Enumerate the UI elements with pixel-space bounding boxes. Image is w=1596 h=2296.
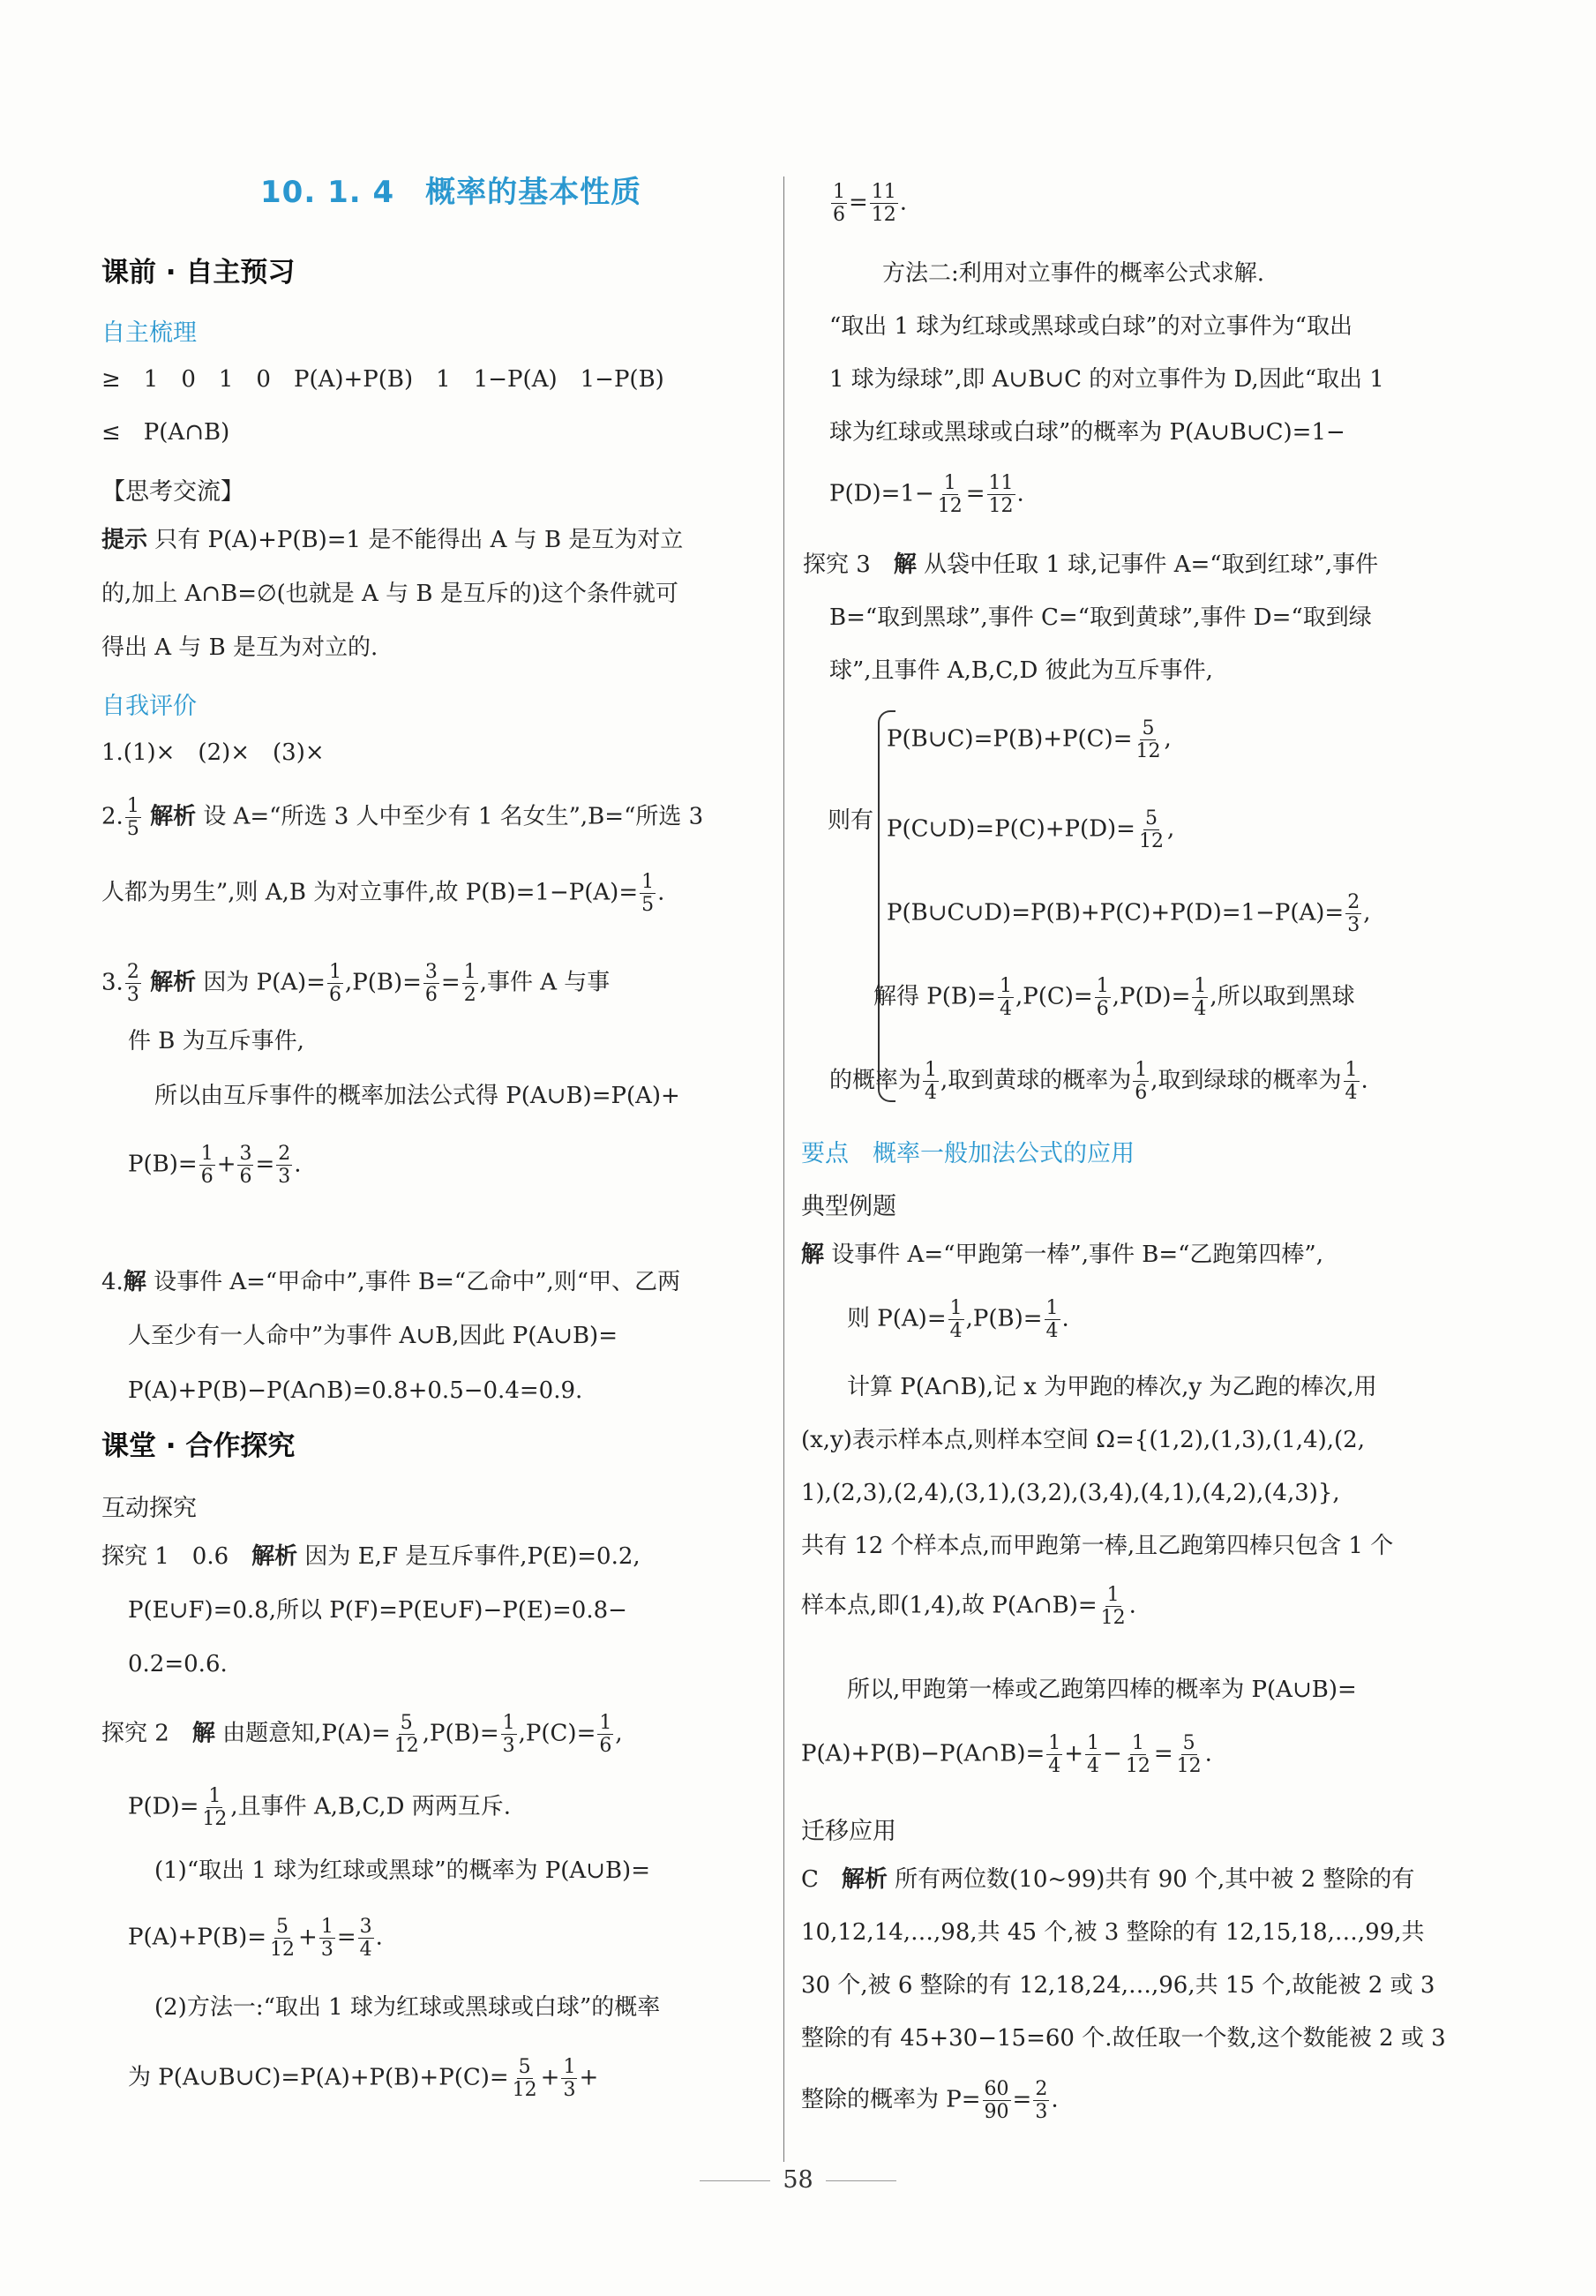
fraction: $\frac{11}{12}$ <box>871 181 896 226</box>
plus: + <box>579 2064 599 2091</box>
continued-fraction-line: $\frac{1}{6}$ = $\frac{11}{12}$ . <box>833 181 908 226</box>
fraction: $\frac{1}{4}$ <box>1345 1059 1358 1104</box>
example-line-9: P(A)+P(B)−P(A∩B)= $\frac{1}{4}$ + $\frac{1}{4}$ − $\frac{1}{12}$ = $\frac{5}{12}$ . <box>801 1732 1212 1777</box>
key-point-heading: 要点 概率一般加法公式的应用 <box>801 1140 1135 1167</box>
explore-1-label: 探究 1 0.6 <box>101 1543 252 1570</box>
equation-2: P(C∪D)=P(C)+P(D)= $\frac{5}{12}$ , <box>887 807 1175 852</box>
q2-num: 2. <box>101 803 124 830</box>
text: ,取到绿球的概率为 <box>1150 1067 1342 1094</box>
answer-3-line-1 <box>101 961 610 1006</box>
explore-2-line-1: 探究 2 解 由题意知,P(A)= $\frac{5}{12}$ ,P(B)= $\frac{1}{3}$ ,P(C)= $\frac{1}{6}$ , <box>101 1712 623 1757</box>
fraction: $\frac{1}{2}$ <box>463 961 476 1006</box>
plus: + <box>1064 1740 1084 1767</box>
fraction: $\frac{1}{4}$ <box>949 1297 963 1342</box>
then-label: 则有 <box>828 807 874 834</box>
q2-answer-fraction: $\frac{1}{5}$ <box>126 795 139 840</box>
fraction: $\frac{5}{12}$ <box>1176 1732 1202 1777</box>
answer-4-line-3: P(A)+P(B)−P(A∩B)=0.8+0.5−0.4=0.9. <box>128 1377 583 1404</box>
fraction: $\frac{1}{6}$ <box>833 181 845 226</box>
answer-4-line-1 <box>101 1269 680 1295</box>
fraction: $\frac{1}{4}$ <box>925 1059 938 1104</box>
fraction: $\frac{1}{3}$ <box>563 2056 576 2101</box>
explore-2-line-3: (1)“取出 1 球为红球或黑球”的概率为 P(A∪B)= <box>154 1857 650 1884</box>
analysis-label: 解析 <box>150 803 197 830</box>
example-line-4: (x,y)表示样本点,则样本空间 Ω={(1,2),(1,3),(1,4),(2, <box>801 1427 1365 1453</box>
typical-example-heading: 典型例题 <box>801 1193 896 1220</box>
q4-num: 4. <box>101 1269 124 1295</box>
text: ,且事件 A,B,C,D 两两互斥. <box>230 1793 511 1820</box>
method-two-line-4: P(D)=1− $\frac{1}{12}$ = $\frac{11}{12}$ . <box>829 472 1024 517</box>
explore-2-line-6 <box>128 2056 598 2101</box>
explore-2-line-2 <box>128 1785 511 1830</box>
fraction: $\frac{5}{12}$ <box>270 1916 296 1961</box>
page-number: 58 <box>783 2166 813 2194</box>
footer-ornament-right <box>826 2180 896 2181</box>
answer-2-line-1 <box>101 795 703 840</box>
text: 解得 P(B)= <box>873 983 996 1010</box>
solution-label: 解 <box>801 1242 825 1268</box>
q2-text-2: 人都为男生”,则 A,B 为对立事件,故 P(B)=1−P(A)= <box>101 879 639 906</box>
text: 的概率为 <box>829 1067 922 1094</box>
text: P(C∪D)=P(C)+P(D)= <box>887 815 1135 843</box>
hint-line-2: 的,加上 A∩B=∅(也就是 A 与 B 是互斥的)这个条件就可 <box>101 581 678 607</box>
solution-label: 解 <box>893 551 917 578</box>
text: P(B∪C∪D)=P(B)+P(C)+P(D)=1−P(A)= <box>887 899 1345 927</box>
text: 则 P(A)= <box>847 1305 947 1332</box>
subheading-self-eval: 自我评价 <box>101 693 197 720</box>
fraction: $\frac{1}{6}$ <box>1096 975 1109 1020</box>
transfer-line-2: 10,12,14,…,98,共 45 个,被 3 整除的有 12,15,18,…,99,共 <box>801 1919 1425 1946</box>
fraction: $\frac{11}{12}$ <box>988 472 1014 517</box>
text: 从袋中任取 1 球,记事件 A=“取到红球”,事件 <box>916 551 1379 578</box>
example-line-5: 1),(2,3),(2,4),(3,1),(3,2),(3,4),(4,1),(4,2),(4,3)}, <box>801 1480 1340 1506</box>
fraction: $\frac{3}{6}$ <box>424 961 438 1006</box>
fraction: $\frac{1}{6}$ <box>200 1143 214 1188</box>
equation-3: P(B∪C∪D)=P(B)+P(C)+P(D)=1−P(A)= $\frac{2}{3}$ , <box>887 891 1371 936</box>
discussion-label: 【思考交流】 <box>101 478 244 506</box>
equals: = <box>1153 1740 1173 1767</box>
text: 整除的概率为 P= <box>801 2086 981 2113</box>
text: 所有两位数(10~99)共有 90 个,其中被 2 整除的有 <box>887 1866 1415 1893</box>
fraction: $\frac{1}{12}$ <box>1100 1584 1126 1629</box>
text: ,P(B)= <box>422 1720 499 1747</box>
blank-answers-2: ≤ P(A∩B) <box>101 419 230 446</box>
equals: = <box>440 969 461 996</box>
explore-1-line-1 <box>101 1543 641 1570</box>
explore-3-line-1 <box>803 551 1378 578</box>
fraction: $\frac{1}{12}$ <box>937 472 963 517</box>
fraction: $\frac{1}{4}$ <box>1045 1297 1059 1342</box>
text: P(A)+P(B)= <box>128 1924 267 1951</box>
heading-classroom: 课堂 · 合作探究 <box>101 1430 296 1462</box>
equals: = <box>336 1924 356 1951</box>
q2-text: 设 A=“所选 3 人中至少有 1 名女生”,B=“所选 3 <box>196 803 704 830</box>
answer-3-line-2: 件 B 为互斥事件, <box>128 1028 304 1054</box>
q3-text: 因为 P(A)= <box>196 969 326 996</box>
example-line-1 <box>801 1242 1323 1268</box>
fraction: $\frac{1}{4}$ <box>1087 1732 1100 1777</box>
plus: + <box>540 2064 560 2091</box>
minus: − <box>1103 1740 1122 1767</box>
explore-2-line-5: (2)方法一:“取出 1 球为红球或黑球或白球”的概率 <box>154 1994 661 2021</box>
q3-answer-fraction: $\frac{2}{3}$ <box>126 961 139 1006</box>
section-title: 10. 1. 4 概率的基本性质 <box>260 175 642 210</box>
answer: C <box>801 1866 842 1893</box>
example-line-8: 所以,甲跑第一棒或乙跑第四棒的概率为 P(A∪B)= <box>847 1677 1357 1703</box>
transfer-line-4: 整除的有 45+30−15=60 个.故任取一个数,这个数能被 2 或 3 <box>801 2025 1446 2052</box>
blank-answers-1: ≥ 1 0 1 0 P(A)+P(B) 1 1−P(A) 1−P(B) <box>101 366 664 393</box>
text: P(B∪C)=P(B)+P(C)= <box>887 725 1133 753</box>
method-two-line-1: “取出 1 球为红球或黑球或白球”的对立事件为“取出 <box>829 313 1352 340</box>
fraction: $\frac{2}{3}$ <box>1035 2078 1048 2123</box>
equals: = <box>1012 2086 1032 2113</box>
text: ,P(C)= <box>518 1720 596 1747</box>
explore-3-line-3: 球”,且事件 A,B,C,D 彼此为互斥事件, <box>829 657 1213 684</box>
explore-2-label: 探究 2 <box>101 1720 192 1747</box>
q2-fraction: $\frac{1}{5}$ <box>641 871 655 916</box>
fraction: $\frac{5}{12}$ <box>393 1712 419 1757</box>
example-line-7: 样本点,即(1,4),故 P(A∩B)= $\frac{1}{12}$ . <box>801 1584 1136 1629</box>
hint-text: 只有 P(A)+P(B)=1 是不能得出 A 与 B 是互为对立 <box>147 527 684 553</box>
fraction: $\frac{1}{3}$ <box>320 1916 333 1961</box>
explore-3-line-2: B=“取到黑球”,事件 C=“取到黄球”,事件 D=“取到绿 <box>829 604 1372 631</box>
q3-num: 3. <box>101 969 124 996</box>
fraction: $\frac{5}{12}$ <box>1138 807 1164 852</box>
text: P(D)=1− <box>829 480 934 507</box>
analysis-label: 解析 <box>841 1866 888 1893</box>
q4-text: 设事件 A=“甲命中”,事件 B=“乙命中”,则“甲、乙两 <box>146 1269 681 1295</box>
answer-1: 1.(1)× (2)× (3)× <box>101 739 325 766</box>
equals: = <box>965 480 985 507</box>
analysis-label: 解析 <box>251 1543 298 1570</box>
q3-text: ,事件 A 与事 <box>479 969 611 996</box>
fraction: $\frac{2}{3}$ <box>1347 891 1360 936</box>
page-footer <box>0 2166 1596 2194</box>
subheading-interactive: 互动探究 <box>101 1495 197 1522</box>
text: ,P(D)= <box>1112 983 1191 1010</box>
method-two-line-2: 1 球为绿球”,即 A∪B∪C 的对立事件为 D,因此“取出 1 <box>829 366 1384 393</box>
column-divider <box>783 176 784 2162</box>
text: P(B)= <box>128 1151 198 1178</box>
text: ,取到黄球的概率为 <box>940 1067 1132 1094</box>
solution-label: 解 <box>191 1720 215 1747</box>
hint-line-3: 得出 A 与 B 是互为对立的. <box>101 634 378 661</box>
example-line-3: 计算 P(A∩B),记 x 为甲跑的棒次,y 为乙跑的棒次,用 <box>847 1374 1377 1400</box>
text: ,P(B)= <box>965 1305 1043 1332</box>
subheading-summary: 自主梳理 <box>101 319 197 347</box>
fraction: $\frac{1}{3}$ <box>502 1712 515 1757</box>
plus: + <box>216 1151 236 1178</box>
transfer-line-5: 整除的概率为 P= $\frac{60}{90}$ = $\frac{2}{3}$ . <box>801 2078 1059 2123</box>
fraction: $\frac{5}{12}$ <box>1135 717 1161 762</box>
answer-3-line-3: 所以由互斥事件的概率加法公式得 P(A∪B)=P(A)+ <box>154 1083 680 1109</box>
fraction: $\frac{1}{6}$ <box>599 1712 612 1757</box>
fraction: $\frac{1}{4}$ <box>1048 1732 1061 1777</box>
text: 因为 E,F 是互斥事件,P(E)=0.2, <box>297 1543 641 1570</box>
text: P(A)+P(B)−P(A∩B)= <box>801 1740 1045 1767</box>
fraction: $\frac{1}{12}$ <box>202 1785 228 1830</box>
heading-preview: 课前 · 自主预习 <box>101 257 296 289</box>
fraction: $\frac{5}{12}$ <box>512 2056 537 2101</box>
plus: + <box>298 1924 318 1951</box>
transfer-line-1 <box>801 1866 1414 1893</box>
method-two-line-3: 球为红球或黑球或白球”的概率为 P(A∪B∪C)=1− <box>829 419 1345 446</box>
text: ,所以取到黑球 <box>1210 983 1355 1010</box>
footer-ornament-left <box>700 2180 770 2181</box>
fraction: $\frac{1}{4}$ <box>1194 975 1207 1020</box>
equals: = <box>255 1151 275 1178</box>
method-two: 方法二:利用对立事件的概率公式求解. <box>882 260 1265 287</box>
fraction: $\frac{1}{6}$ <box>1135 1059 1148 1104</box>
equals: = <box>849 189 868 216</box>
fraction: $\frac{2}{3}$ <box>278 1143 291 1188</box>
example-line-2: 则 P(A)= $\frac{1}{4}$ ,P(B)= $\frac{1}{4}$ . <box>847 1297 1069 1342</box>
text: P(D)= <box>128 1793 199 1820</box>
text: 样本点,即(1,4),故 P(A∩B)= <box>801 1592 1098 1619</box>
example-line-6: 共有 12 个样本点,而甲跑第一棒,且乙跑第四棒只包含 1 个 <box>801 1533 1394 1559</box>
hint-line-1 <box>101 527 683 553</box>
text: 设事件 A=“甲跑第一棒”,事件 B=“乙跑第四棒”, <box>824 1242 1323 1268</box>
transfer-line-3: 30 个,被 6 整除的有 12,18,24,…,96,共 15 个,故能被 2 或 3 <box>801 1972 1435 1999</box>
explore-2-line-4: P(A)+P(B)= $\frac{5}{12}$ + $\frac{1}{3}$ = $\frac{3}{4}$ . <box>128 1916 383 1961</box>
fraction: $\frac{3}{6}$ <box>239 1143 252 1188</box>
analysis-label: 解析 <box>150 969 197 996</box>
fraction: $\frac{3}{4}$ <box>359 1916 372 1961</box>
explore-1-line-2: P(E∪F)=0.8,所以 P(F)=P(E∪F)−P(E)=0.8− <box>128 1597 627 1624</box>
answer-3-line-4: P(B)= $\frac{1}{6}$ + $\frac{3}{6}$ = $\frac{2}{3}$ . <box>128 1143 302 1188</box>
fraction: $\frac{1}{12}$ <box>1125 1732 1150 1777</box>
text: ,P(C)= <box>1015 983 1093 1010</box>
text: 为 P(A∪B∪C)=P(A)+P(B)+P(C)= <box>128 2064 509 2091</box>
q3-text: ,P(B)= <box>344 969 422 996</box>
equation-1: P(B∪C)=P(B)+P(C)= $\frac{5}{12}$ , <box>887 717 1172 762</box>
fraction: $\frac{1}{6}$ <box>328 961 341 1006</box>
solution-label: 解 <box>123 1269 146 1295</box>
explore-3-label: 探究 3 <box>803 551 894 578</box>
answer-2-line-2: 人都为男生”,则 A,B 为对立事件,故 P(B)=1−P(A)= $\frac{1}{5}$ . <box>101 871 665 916</box>
fraction: $\frac{60}{90}$ <box>984 2078 1009 2123</box>
fraction: $\frac{1}{4}$ <box>999 975 1012 1020</box>
explore-1-line-3: 0.2=0.6. <box>128 1651 228 1677</box>
hint-label: 提示 <box>101 527 148 553</box>
transfer-heading: 迁移应用 <box>801 1818 896 1845</box>
solve-line-1 <box>873 975 1355 1020</box>
solve-line-2: 的概率为 $\frac{1}{4}$ ,取到黄球的概率为 $\frac{1}{6}$ ,取到绿球的概率为 $\frac{1}{4}$ . <box>829 1059 1368 1104</box>
text: 由题意知,P(A)= <box>214 1720 391 1747</box>
answer-4-line-2: 人至少有一人命中”为事件 A∪B,因此 P(A∪B)= <box>128 1323 618 1349</box>
